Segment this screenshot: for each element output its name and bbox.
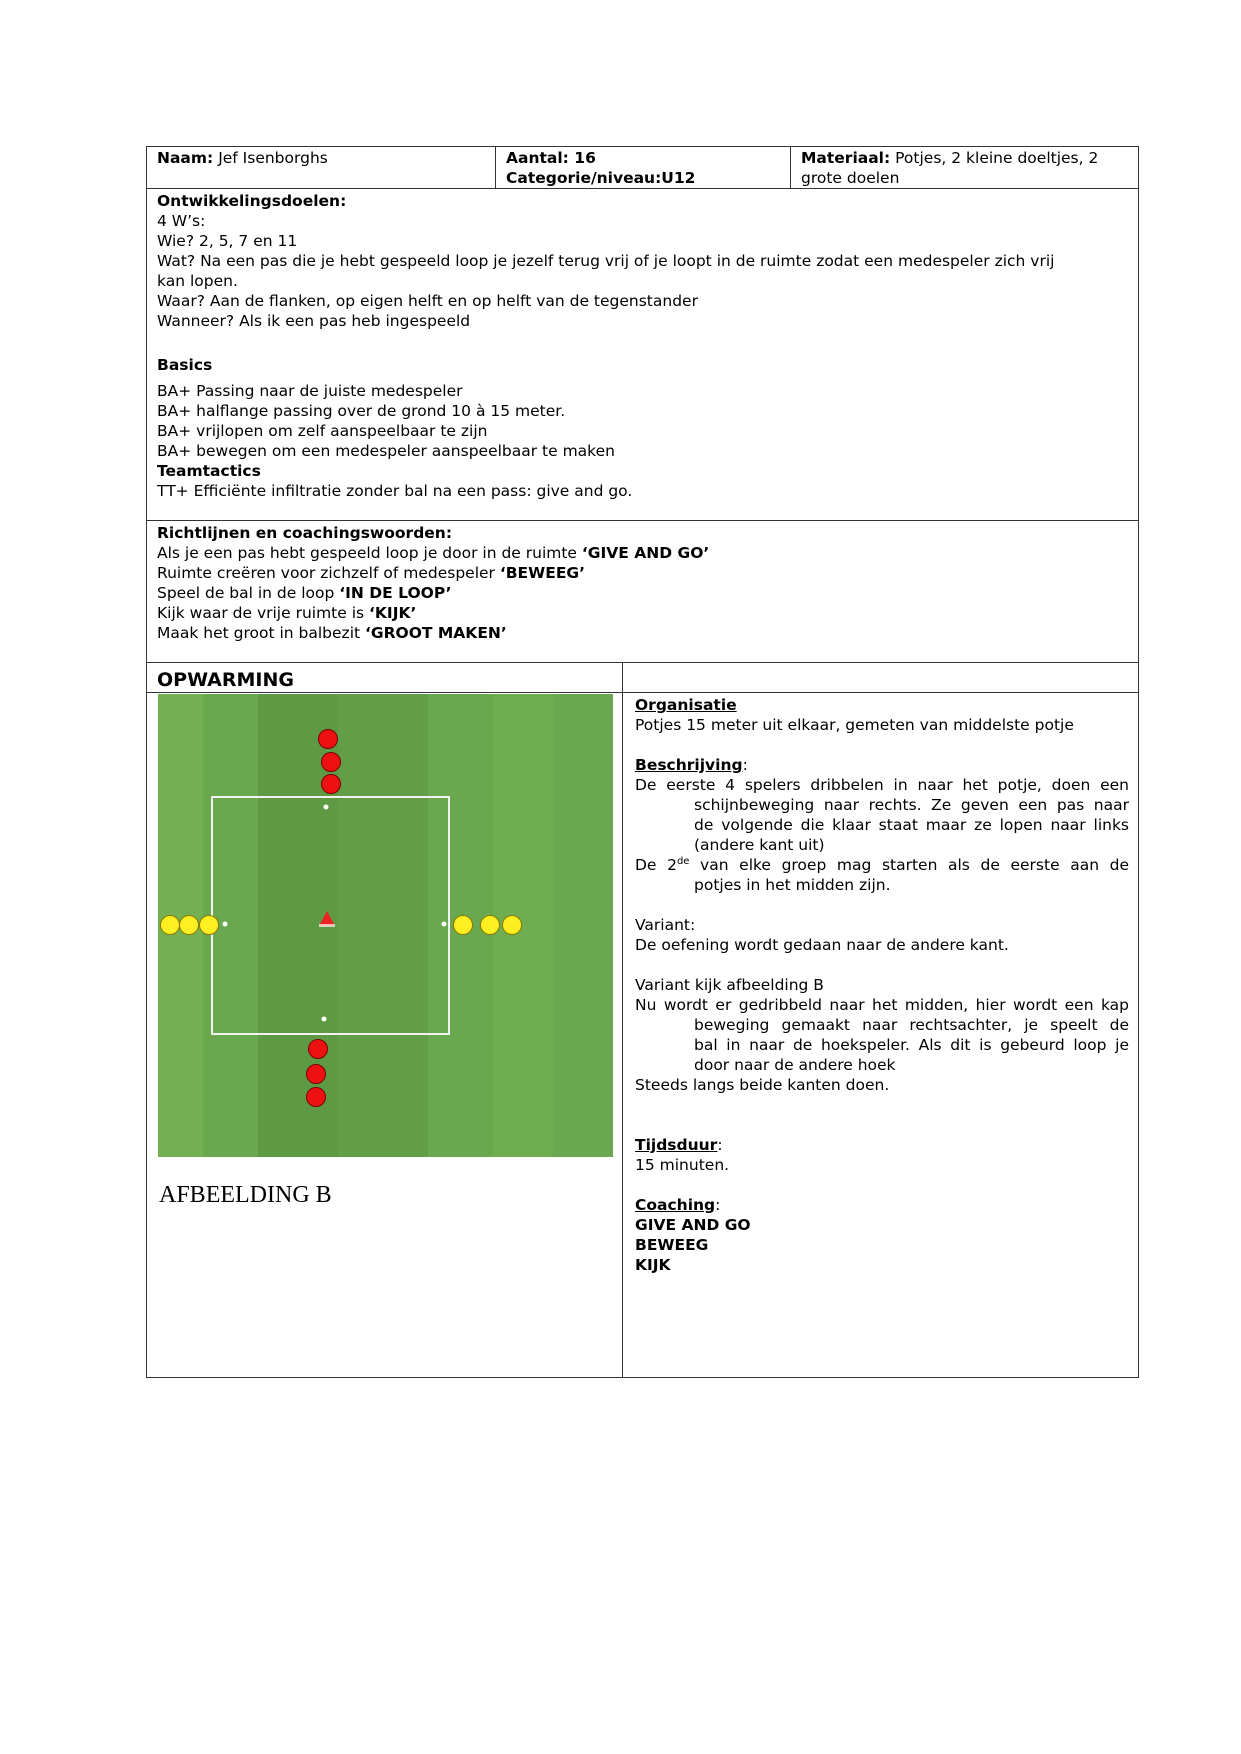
field-stripe (338, 694, 428, 1157)
naam-value: Jef Isenborghs (218, 149, 328, 167)
marker-cone (324, 805, 329, 810)
variant-b-label: Variant kijk afbeelding B (635, 976, 824, 994)
teamtactics-item: TT+ Efficiënte infiltratie zonder bal na een pass: give and go. (157, 482, 633, 500)
categorie-label: Categorie/niveau: (506, 169, 662, 187)
beschrijving-heading: Beschrijving (635, 756, 743, 774)
red-player (322, 753, 341, 772)
materiaal-value-2: grote doelen (801, 169, 900, 187)
col-divider (622, 663, 623, 1378)
naam-label: Naam: (157, 149, 214, 167)
organisatie-text: Potjes 15 meter uit elkaar, gemeten van middelste potje (635, 716, 1074, 734)
yellow-player (454, 916, 473, 935)
de2-line-2: potjes in het midden zijn. (694, 876, 891, 894)
yellow-player (481, 916, 500, 935)
materiaal-value: Potjes, 2 kleine doeltjes, 2 (895, 149, 1099, 167)
red-player (322, 775, 341, 794)
naam-cell (146, 146, 495, 168)
red-player (319, 730, 338, 749)
steeds-text: Steeds langs beide kanten doen. (635, 1076, 890, 1094)
variant-b-line: Nu wordt er gedribbeld naar het midden, hier wordt een kap (635, 996, 1129, 1014)
red-player (309, 1040, 328, 1059)
coaching-word: KIJK (635, 1256, 671, 1274)
yellow-player (200, 916, 219, 935)
beschrijving-line: de volgende die klaar staat maar ze lopen naar links (694, 816, 1129, 834)
field-stripe (493, 694, 553, 1157)
variant-b-line: bal in naar de hoekspeler. Als dit is gebeurd loop je (694, 1036, 1129, 1054)
de2-line: De 2de van elke groep mag starten als de eerste aan de (635, 855, 1130, 874)
coaching-keyword: ‘BEWEEG’ (499, 564, 586, 582)
coaching-keyword: ‘KIJK’ (369, 604, 417, 622)
red-player (307, 1088, 326, 1107)
doelen-line: Waar? Aan de flanken, op eigen helft en op helft van de tegenstander (157, 292, 698, 310)
richtlijn-item: Als je een pas hebt gespeeld loop je door in de ruimte ‘GIVE AND GO’ (157, 544, 710, 562)
marker-cone (322, 1017, 327, 1022)
aantal-label: Aantal: (506, 149, 569, 167)
basics-item: BA+ vrijlopen om zelf aanspeelbaar te zijn (157, 422, 488, 440)
coaching-word: BEWEEG (635, 1236, 709, 1254)
aantal-cell (495, 146, 790, 188)
basics-item: BA+ Passing naar de juiste medespeler (157, 382, 463, 400)
variant-b-line: beweging gemaakt naar rechtsachter, je speelt de (694, 1016, 1129, 1034)
tijdsduur-value: 15 minuten. (635, 1156, 730, 1174)
yellow-player (180, 916, 199, 935)
red-player (307, 1065, 326, 1084)
richtlijn-item: Maak het groot in balbezit ‘GROOT MAKEN’ (157, 624, 507, 642)
coaching-keyword: ‘GIVE AND GO’ (581, 544, 710, 562)
richtlijn-item: Kijk waar de vrije ruimte is ‘KIJK’ (157, 604, 417, 622)
richtlijnen-cell (146, 521, 1139, 643)
image-caption: AFBEELDING B (159, 1182, 332, 1208)
richtlijnen-heading: Richtlijnen en coachingswoorden: (157, 524, 453, 542)
yellow-player (503, 916, 522, 935)
aantal-value: 16 (574, 149, 596, 167)
organisatie-heading: Organisatie (635, 696, 737, 714)
section-title: OPWARMING (157, 669, 294, 691)
coaching-heading: Coaching (635, 1196, 716, 1214)
doelen-line: 4 W’s: (157, 212, 206, 230)
beschrijving-line: schijnbeweging naar rechts. Ze geven een pas naar (694, 796, 1129, 814)
variant-text: De oefening wordt gedaan naar de andere kant. (635, 936, 1009, 954)
coaching-keyword: ‘IN DE LOOP’ (339, 584, 452, 602)
beschrijving-line: (andere kant uit) (694, 836, 825, 854)
doelen-line: Wanneer? Als ik een pas heb ingespeeld (157, 312, 471, 330)
basics-heading: Basics (157, 356, 213, 374)
training-field-diagram (158, 694, 613, 1157)
instructions-cell: Organisatie Potjes 15 meter uit elkaar, gemeten van middelste potje Beschrijving: De eerste 4 spelers dribbelen in naar het potje, doen een schijnbeweging naar rechts. Ze geven een pas naar de volgende die klaar staat maar ze lopen naar links (andere kant uit) De 2de van elke groep mag starten als de eerste aan de potjes in het midden zijn. Variant: De oefening wordt gedaan naar de andere kant. Variant kijk afbeelding B Nu wordt er gedribbeld naar het midden, hier wordt een kap beweging gemaakt naar rechtsachter, je speelt de bal in naar de hoekspeler. Als dit is gebeurd loop je door naar de andere hoek Steeds langs beide kanten doen. Tijdsduur: 15 minuten. Coaching: GIVE AND GO BEWEEG KIJK (635, 696, 1130, 1274)
yellow-player (161, 916, 180, 935)
tijdsduur-heading: Tijdsduur (635, 1136, 718, 1154)
categorie-value: U12 (661, 169, 696, 187)
doelen-cell (146, 189, 1139, 501)
doelen-line: Wat? Na een pas die je hebt gespeeld loop je jezelf terug vrij of je loopt in de ruimte zodat een medespeler zich vrij (157, 252, 1055, 270)
richtlijn-item: Speel de bal in de loop ‘IN DE LOOP’ (157, 584, 452, 602)
center-cone-base (319, 924, 335, 927)
marker-cone (442, 922, 447, 927)
teamtactics-heading: Teamtactics (157, 462, 261, 480)
beschrijving-line: De eerste 4 spelers dribbelen in naar het potje, doen een (635, 776, 1129, 794)
materiaal-label: Materiaal: (801, 149, 891, 167)
variant-b-line: door naar de andere hoek (694, 1056, 896, 1074)
coaching-keyword: ‘GROOT MAKEN’ (365, 624, 507, 642)
marker-cone (223, 922, 228, 927)
variant-label: Variant: (635, 916, 696, 934)
doelen-heading: Ontwikkelingsdoelen: (157, 192, 347, 210)
coaching-word: GIVE AND GO (635, 1216, 751, 1234)
doelen-line: Wie? 2, 5, 7 en 11 (157, 232, 298, 250)
materiaal-cell (790, 146, 1139, 188)
basics-item: BA+ halflange passing over de grond 10 à 15 meter. (157, 402, 566, 420)
doelen-line: kan lopen. (157, 272, 238, 290)
basics-item: BA+ bewegen om een medespeler aanspeelbaar te maken (157, 442, 615, 460)
richtlijn-item: Ruimte creëren voor zichzelf of medespeler ‘BEWEEG’ (157, 564, 586, 582)
